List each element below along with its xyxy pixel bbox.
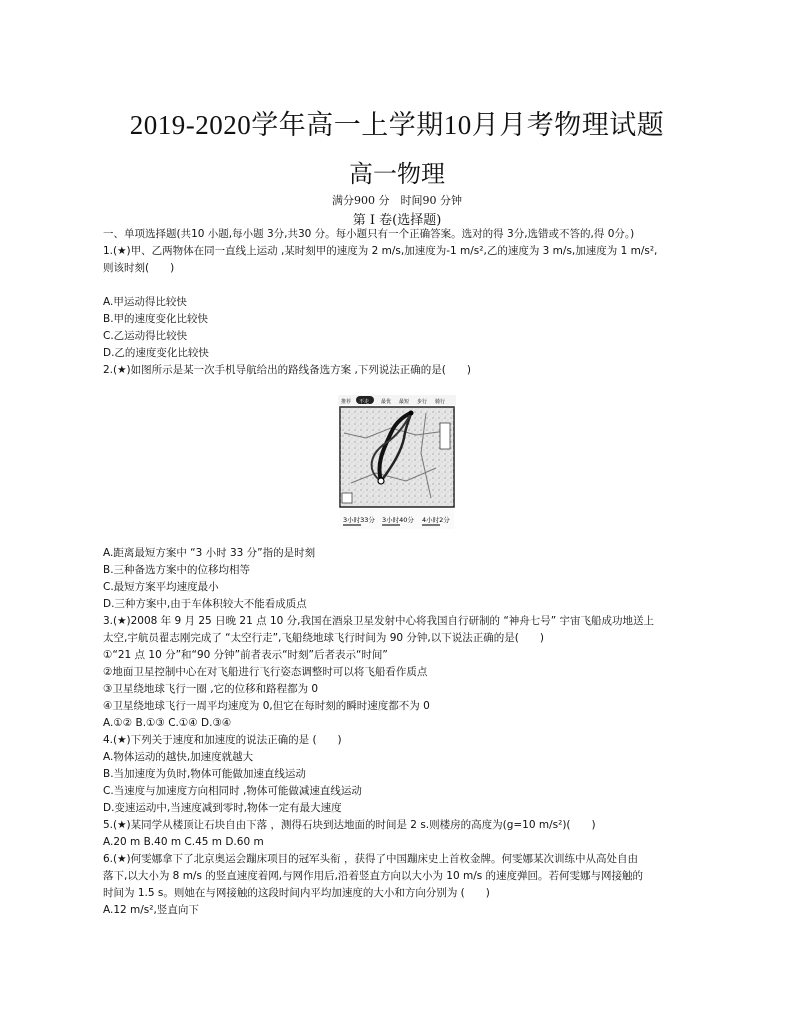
- map-tab-3: 最短: [399, 399, 410, 405]
- map-tab-5: 骑行: [435, 399, 446, 405]
- q6-option-a: A.12 m/s²,竖直向下: [103, 904, 199, 916]
- map-tab-1: 不走: [359, 399, 370, 405]
- q3-stem-line-1: 3.(★)2008 年 9 月 25 日晚 21 点 10 分,我国在酒泉卫星发射中心将我国自行研制的 “神舟七号” 宇宙飞船成功地送上: [103, 615, 655, 627]
- volume-title: 第 I 卷(选择题): [352, 213, 442, 228]
- q3-statement-2: ②地面卫星控制中心在对飞船进行飞行姿态调整时可以将飞船看作质点: [103, 666, 428, 678]
- q3-statement-4: ④卫星绕地球飞行一周平均速度为 0,但它在每时刻的瞬时速度都不为 0: [103, 700, 430, 712]
- exam-title: 2019-2020学年高一上学期10月月考物理试题: [129, 110, 665, 140]
- q5-stem: 5.(★)某同学从楼顶让石块自由下落 ，测得石块到达地面的时间是 2 s.则楼房的高度为(g=10 m/s²)( ): [103, 819, 596, 831]
- text-block-2: [103, 545, 693, 919]
- q2-option-b: B.三种备选方案中的位移均相等: [103, 564, 251, 576]
- q6-stem-line-2: 落下,以大小为 8 m/s 的竖直速度着网,与网作用后,沿着竖直方向以大小为 10 m/s 的速度弹回。若何雯娜与网接触的: [103, 870, 644, 882]
- q1-option-c: C.乙运动得比较快: [103, 330, 188, 342]
- q1-stem-line-1: 1.(★)甲、乙两物体在同一直线上运动 ,某时刻甲的速度为 2 m/s,加速度为-1 m/s²,乙的速度为 3 m/s,加速度为 1 m/s²,: [103, 245, 658, 257]
- exam-meta: 满分900 分 时间90 分钟: [332, 194, 462, 207]
- q5-options: A.20 m B.40 m C.45 m D.60 m: [103, 836, 264, 848]
- route-time-2: 3小时40分: [382, 516, 414, 524]
- subject-title: 高一物理: [349, 160, 445, 188]
- map-tab-2: 最优: [381, 399, 392, 405]
- navigation-map-figure: [336, 393, 458, 531]
- q1-option-a: A.甲运动得比较快: [103, 296, 187, 308]
- q4-stem: 4.(★)下列关于速度和加速度的说法正确的是 ( ): [103, 734, 342, 746]
- q1-option-d: D.乙的速度变化比较快: [103, 347, 209, 359]
- q3-statement-3: ③卫星绕地球飞行一圈 ,它的位移和路程都为 0: [103, 683, 319, 695]
- section-heading: 一、单项选择题(共10 小题,每小题 3分,共30 分。每小题只有一个正确答案。选对的得 3分,选错或不答的,得 0分。): [103, 228, 635, 240]
- route-time-1: 3小时33分: [343, 516, 375, 524]
- q4-option-c: C.当速度与加速度方向相同时 ,物体可能做减速直线运动: [103, 785, 362, 797]
- map-tab-0: 推荐: [341, 399, 352, 405]
- q2-option-c: C.最短方案平均速度最小: [103, 581, 219, 593]
- q4-option-d: D.变速运动中,当速度减到零时,物体一定有最大速度: [103, 802, 342, 814]
- map-tab-4: 步行: [417, 399, 428, 405]
- q4-option-b: B.当加速度为负时,物体可能做加速直线运动: [103, 768, 306, 780]
- q6-stem-line-3: 时间为 1.5 s。则她在与网接触的这段时间内平均加速度的大小和方向分别为 ( ): [103, 887, 490, 899]
- text-block-1: [103, 226, 693, 379]
- q2-stem: 2.(★)如图所示是某一次手机导航给出的路线备选方案 ,下列说法正确的是( ): [103, 364, 471, 376]
- q4-option-a: A.物体运动的越快,加速度就越大: [103, 751, 254, 763]
- q2-option-a: A.距离最短方案中 “3 小时 33 分”指的是时刻: [103, 547, 316, 559]
- q2-option-d: D.三种方案中,由于车体积较大不能看成质点: [103, 598, 307, 610]
- q3-options: A.①② B.①③ C.①④ D.③④: [103, 717, 232, 729]
- q3-stem-line-2: 太空,宇航员翟志刚完成了 “太空行走”,飞船绕地球飞行时间为 90 分钟,以下说法正确的是( ): [103, 632, 544, 644]
- q3-statement-1: ①“21 点 10 分”和“90 分钟”前者表示“时刻”后者表示“时间”: [103, 649, 388, 661]
- q6-stem-line-1: 6.(★)何雯娜拿下了北京奥运会蹦床项目的冠军头衔 ，获得了中国蹦床史上首枚金牌。何雯娜某次训练中从高处自由: [103, 853, 638, 865]
- route-time-3: 4小时2分: [422, 516, 450, 524]
- q1-option-b: B.甲的速度变化比较快: [103, 313, 209, 325]
- q1-stem-line-2: 则该时刻( ): [103, 262, 175, 274]
